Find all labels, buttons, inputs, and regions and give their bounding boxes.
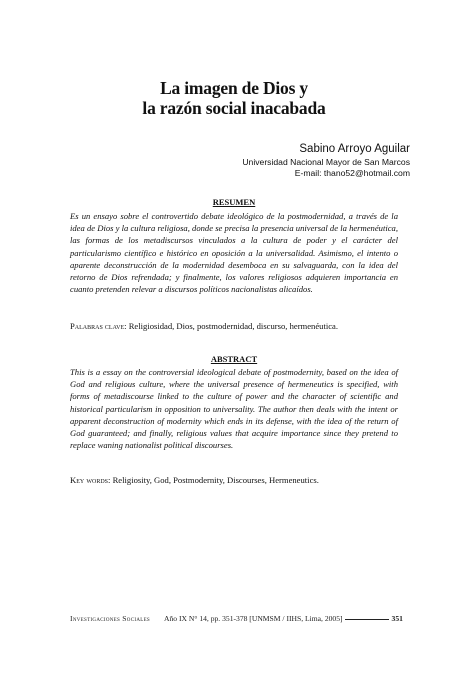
footer-journal: Investigaciones Sociales [70, 614, 151, 623]
author-affiliation: Universidad Nacional Mayor de San Marcos [242, 157, 410, 167]
page-footer [70, 614, 403, 624]
abstract-keywords-list: Religiosity, God, Postmodernity, Discourses, Hermeneutics. [110, 475, 319, 485]
abstract-heading: ABSTRACT [210, 354, 258, 364]
title-line-2: la razón social inacabada [142, 98, 326, 118]
resumen-keywords [70, 320, 398, 332]
footer-page-number: 351 [391, 614, 403, 623]
resumen-keywords-label: Palabras clave: [70, 321, 127, 331]
resumen-text: Es un ensayo sobre el controvertido debate ideológico de la postmodernidad, a través de la idea de Dios y la cultura religiosa, donde se precisa la presencia universal de la hermenéutica, las formas de los metadiscursos vinculados a la cultura de poder y el carácter del particularismo científico e histórico en oposición a la universalidad. Asimismo, el intento o aparente deconstrucción de la modernidad desemboca en su salvaguarda, con la idea del retorno de Dios refrendada; y finalmente, los valores religiosos adquieren importancia en cuanto pretenden relevar a discursos políticos nacionalistas alicaídos. [70, 211, 398, 295]
author-block [242, 142, 410, 179]
author-name: Sabino Arroyo Aguilar [299, 143, 410, 155]
footer-rule [345, 619, 389, 620]
abstract-keywords-label: Key words: [70, 475, 111, 485]
title-line-1: La imagen de Dios y [160, 78, 308, 98]
resumen-keywords-list: Religiosidad, Dios, postmodernidad, discurso, hermenéutica. [126, 321, 339, 331]
abstract-keywords [70, 474, 398, 486]
article-title [0, 78, 468, 118]
resumen-heading: RESUMEN [212, 197, 256, 207]
footer-issue: Año IX N° 14, pp. 351-378 [UNMSM / IIHS, Lima, 2005] [164, 614, 343, 623]
author-email: E-mail: thano52@hotmail.com [294, 168, 410, 178]
abstract-text: This is a essay on the controversial ideological debate of postmodernity, based on the idea of God and religious culture, where the universal presence of hermeneutics is specified, with forms of metadiscourse linked to the culture of power and the character of scientific and historical particularism in opposition to universality. The author then deals with the intent or apparent deconstruction of modernity which ends in its defense, with the idea of the return of God guaranteed; and finally, religious values that acquire importance since they pretend to replace waning nationalist political discourses. [70, 367, 398, 451]
